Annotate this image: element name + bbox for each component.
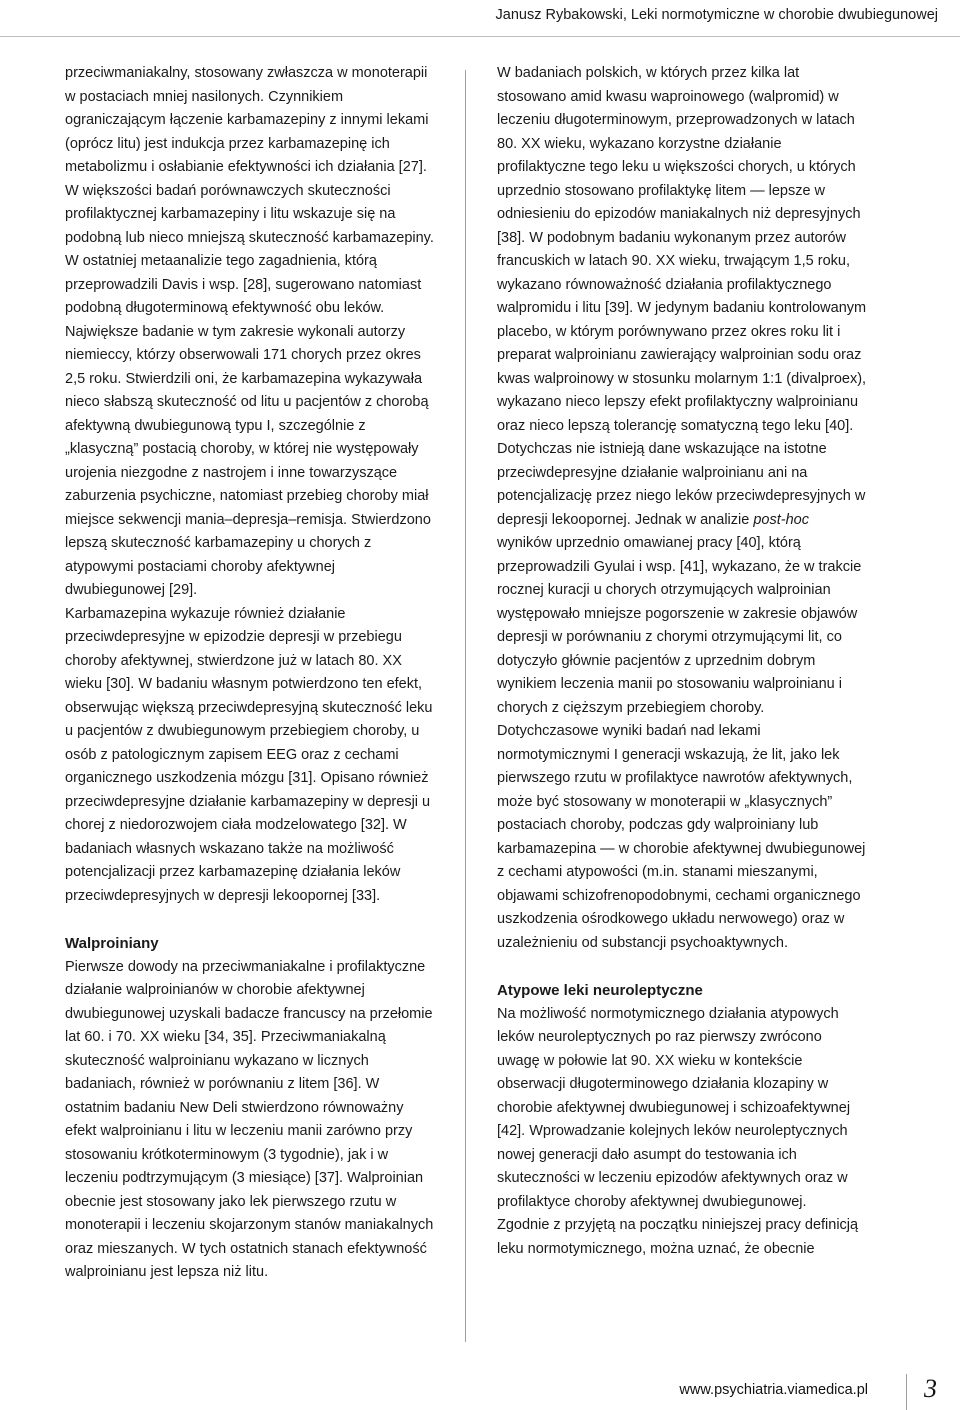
footer-divider bbox=[906, 1374, 907, 1410]
left-column bbox=[65, 62, 435, 1285]
italic-term: post-hoc bbox=[753, 511, 809, 528]
paragraph: Dotychczasowe wyniki badań nad lekami normotymicznymi I generacji wskazują, że lit, jako lek pierwszego rzutu w profilaktyce nawrotów afektywnych, może być stosowany w monoterapii w „klasycznych” postaciach choroby, podczas gdy walproiniany lub karbamazepina — w chorobie afektywnej dwubiegunowej z cechami atypowości (m.in. stanami mieszanymi, objawami schizofrenopodobnymi, cechami organicznego uszkodzenia ośrodkowego układu nerwowego) oraz w uzależnieniu od substancji psychoaktywnych. bbox=[497, 723, 866, 951]
page-number: 3 bbox=[924, 1374, 937, 1403]
section-heading-walproiniany: Walproiniany bbox=[65, 935, 159, 952]
right-column bbox=[497, 62, 867, 1261]
paragraph bbox=[497, 62, 867, 720]
column-divider bbox=[465, 70, 466, 1342]
paragraph: przeciwmaniakalny, stosowany zwłaszcza w monoterapii w postaciach mniej nasilonych. Czynnikiem ograniczającym łączenie karbamazepiny z innymi lekami (oprócz litu) jest indukcja przez karbamazepinę ich metabolizmu i osłabianie efektywności ich działania [27]. W większości badań porównawczych skuteczności profilaktycznej karbamazepiny i litu wskazuje się na podobną lub nieco mniejszą skuteczność karbamazepiny. W ostatniej metaanalizie tego zagadnienia, którą przeprowadzili Davis i wsp. [28], sugerowano natomiast podobną długoterminową efektywność obu leków. Największe badanie w tym zakresie wykonali autorzy niemieccy, którzy obserwowali 171 chorych przez okres 2,5 roku. Stwierdzili oni, że karbamazepina wykazywała nieco słabszą skuteczność od litu u pacjentów z chorobą afektywną dwubiegunową typu I, szczególnie z „klasyczną” postacią choroby, w której nie występowały urojenia niezgodne z nastrojem i inne towarzyszące zaburzenia psychiczne, natomiast przebieg choroby miał miejsce sekwencji mania–depresja–remisja. Stwierdzono lepszą skuteczność karbamazepiny u chorych z atypowymi postaciami choroby afektywnej dwubiegunowej [29]. bbox=[65, 65, 434, 598]
running-title: Janusz Rybakowski, Leki normotymiczne w chorobie dwubiegunowej bbox=[495, 7, 938, 23]
paragraph: Zgodnie z przyjętą na początku niniejszej pracy definicją leku normotymicznego, można uznać, że obecnie bbox=[497, 1217, 859, 1257]
running-header bbox=[0, 0, 960, 37]
footer-url: www.psychiatria.viamedica.pl bbox=[679, 1382, 868, 1398]
paragraph: Na możliwość normotymicznego działania atypowych leków neuroleptycznych po raz pierwszy zwrócono uwagę w połowie lat 90. XX wieku w kontekście obserwacji długoterminowego działania klozapiny w chorobie afektywnej dwubiegunowej i schizoafektywnej [42]. Wprowadzanie kolejnych leków neuroleptycznych nowej generacji dało asumpt do testowania ich skuteczności w leczeniu epizodów afektywnych oraz w profilaktyce choroby afektywnej dwubiegunowej. bbox=[497, 1005, 851, 1210]
paragraph-text: W badaniach polskich, w których przez kilka lat stosowano amid kwasu waproinowego (walpromid) w leczeniu długoterminowym, przeprowadzonych w latach 80. XX wieku, wykazano korzystne działanie profilaktyczne tego leku u większości chorych, u których uprzednio stosowano profilaktykę litem — lepsze w odniesieniu do epizodów maniakalnych niż depresyjnych [38]. W podobnym badaniu wykonanym przez autorów francuskich w latach 90. XX wieku, trwającym 1,5 roku, wykazano równoważność działania profilaktycznego walpromidu i litu [39]. W jedynym badaniu kontrolowanym placebo, w którym porównywano przez okres roku lit i preparat walproinianu zawierający walproinian sodu oraz kwas walproinowy w stosunku molarnym 1:1 (divalproex), wykazano nieco lepszy efekt profilaktyczny walproinianu oraz nieco lepszą tolerancję somatyczną tego leku [40]. Dotychczas nie istnieją dane wskazujące na istotne przeciwdepresyjne działanie walproinianu ani na potencjalizację przez niego leków przeciwdepresyjnych w depresji lekoopornej. Jednak w analizie bbox=[497, 65, 867, 528]
section-heading-atypowe: Atypowe leki neuroleptyczne bbox=[497, 982, 703, 999]
paragraph: Pierwsze dowody na przeciwmaniakalne i profilaktyczne działanie walproinianów w chorobie afektywnej dwubiegunowej uzyskali badacze francuscy na przełomie lat 60. i 70. XX wieku [34, 35]. Przeciwmaniakalną skuteczność walproinianu wykazano w licznych badaniach, również w porównaniu z litem [36]. W ostatnim badaniu New Deli stwierdzono równoważny efekt walproinianu i litu w leczeniu manii zarówno przy stosowaniu krótkoterminowym (3 tygodnie), jak i w leczeniu podtrzymującym (3 miesiące) [37]. Walproinian obecnie jest stosowany jako lek pierwszego rzutu w monoterapii i leczeniu skojarzonym stanów maniakalnych oraz mieszanych. W tych ostatnich stanach efektywność walproinianu jest lepsza niż litu. bbox=[65, 958, 434, 1280]
paragraph: Karbamazepina wykazuje również działanie przeciwdepresyjne w epizodzie depresji w przebiegu choroby afektywnej, stwierdzone już w latach 80. XX wieku [30]. W badaniu własnym potwierdzono ten efekt, obserwując większą przeciwdepresyjną skuteczność leku u pacjentów z dwubiegunowym przebiegiem choroby, u osób z patologicznym zapisem EEG oraz z cechami organicznego uszkodzenia mózgu [31]. Opisano również przeciwdepresyjne działanie karbamazepiny w depresji u chorej z niedorozwojem ciała modzelowatego [32]. W badaniach własnych wskazano także na możliwość potencjalizacji przez karbamazepinę działania leków przeciwdepresyjnych w depresji lekoopornej [33]. bbox=[65, 605, 433, 904]
paragraph-text: wyników uprzednio omawianej pracy [40], którą przeprowadzili Gyulai i wsp. [41], wykazano, że w trakcie rocznej kuracji u chorych otrzymujących walproinian występowało mniejsze pogorszenie w zakresie objawów depresji w porównaniu z chorymi otrzymującymi lit, co dotyczyło głównie pacjentów z uprzednim dobrym wynikiem leczenia manii po stosowaniu walproinianu i chorych z cięższym przebiegiem choroby. bbox=[497, 535, 862, 716]
